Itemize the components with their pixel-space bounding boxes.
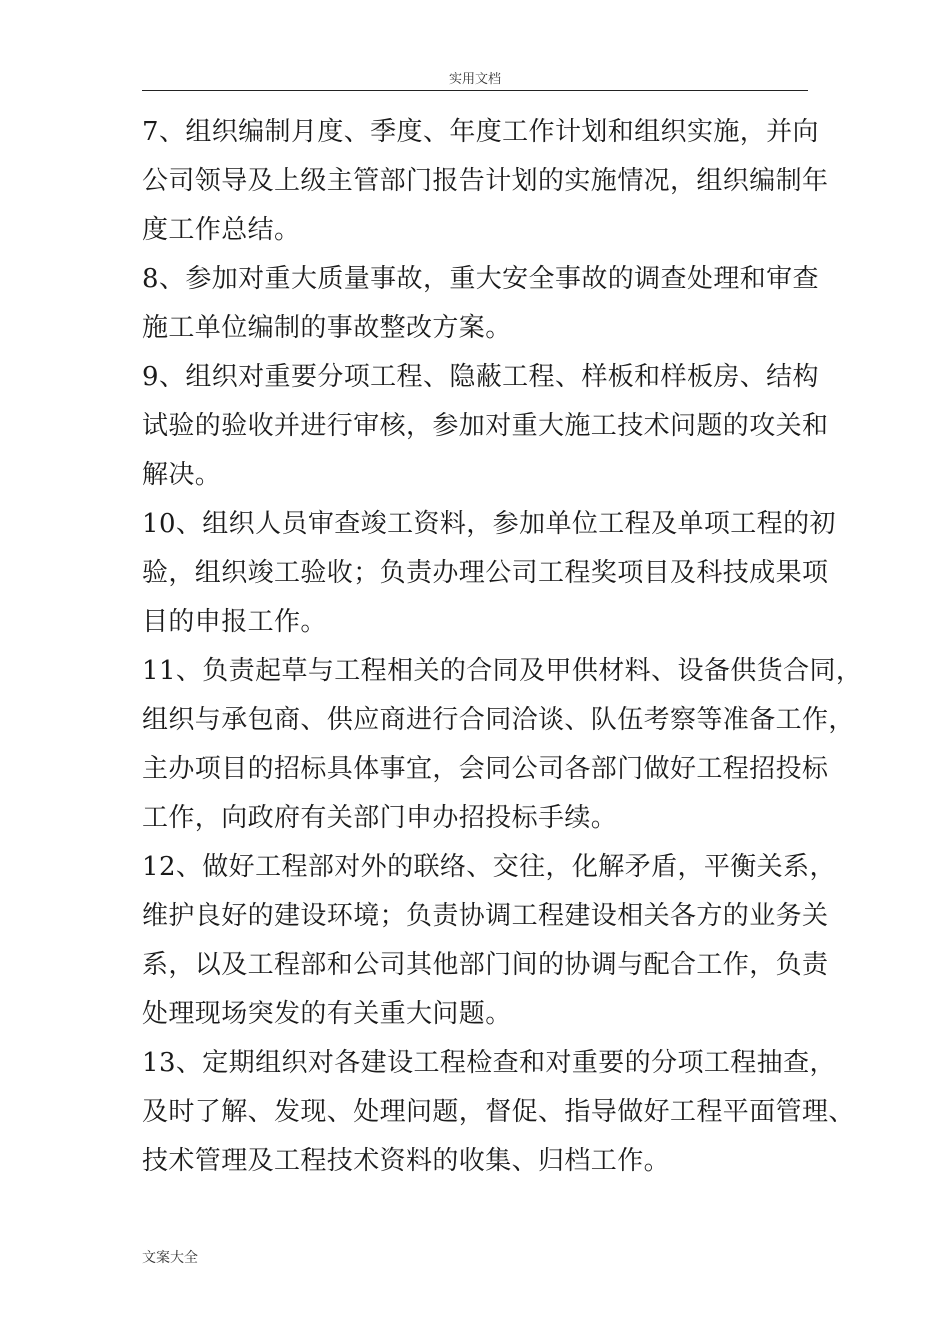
page-footer: 文案大全 <box>142 1250 198 1266</box>
page-header: 实用文档 <box>448 72 501 87</box>
text-line: 公司领导及上级主管部门报告计划的实施情况，组织编制年 <box>142 166 829 196</box>
paragraph-10 <box>142 500 836 647</box>
paragraph-13 <box>142 1039 855 1186</box>
text-line: 12、做好工程部对外的联络、交往，化解矛盾，平衡关系， <box>142 852 836 882</box>
text-line: 技术管理及工程技术资料的收集、归档工作。 <box>142 1146 671 1176</box>
text-line: 系，以及工程部和公司其他部门间的协调与配合工作，负责 <box>142 950 829 980</box>
text-line: 试验的验收并进行审核，参加对重大施工技术问题的攻关和 <box>142 411 829 441</box>
paragraph-9 <box>142 353 829 500</box>
paragraph-11 <box>142 647 863 843</box>
text-line: 度工作总结。 <box>142 215 301 245</box>
text-line: 目的申报工作。 <box>142 607 327 637</box>
text-line: 施工单位编制的事故整改方案。 <box>142 313 512 343</box>
text-line: 组织与承包商、供应商进行合同洽谈、队伍考察等准备工作， <box>142 705 855 735</box>
text-line: 13、定期组织对各建设工程检查和对重要的分项工程抽查， <box>142 1048 836 1078</box>
header-divider <box>142 90 808 91</box>
text-line: 及时了解、发现、处理问题，督促、指导做好工程平面管理、 <box>142 1097 855 1127</box>
text-line: 维护良好的建设环境；负责协调工程建设相关各方的业务关 <box>142 901 829 931</box>
text-line: 验，组织竣工验收；负责办理公司工程奖项目及科技成果项 <box>142 558 829 588</box>
text-line: 9、组织对重要分项工程、隐蔽工程、样板和样板房、结构 <box>142 362 819 392</box>
text-line: 10、组织人员审查竣工资料，参加单位工程及单项工程的初 <box>142 509 836 539</box>
text-line: 8、参加对重大质量事故，重大安全事故的调查处理和审查 <box>142 264 819 294</box>
text-line: 11、负责起草与工程相关的合同及甲供材料、设备供货合同， <box>142 656 863 686</box>
text-line: 主办项目的招标具体事宜，会同公司各部门做好工程招投标 <box>142 754 829 784</box>
paragraph-8 <box>142 255 819 353</box>
document-body <box>142 108 863 1186</box>
text-line: 解决。 <box>142 460 222 490</box>
paragraph-7 <box>142 108 829 255</box>
text-line: 7、组织编制月度、季度、年度工作计划和组织实施，并向 <box>142 117 819 147</box>
text-line: 处理现场突发的有关重大问题。 <box>142 999 512 1029</box>
text-line: 工作，向政府有关部门申办招投标手续。 <box>142 803 618 833</box>
paragraph-12 <box>142 843 836 1039</box>
